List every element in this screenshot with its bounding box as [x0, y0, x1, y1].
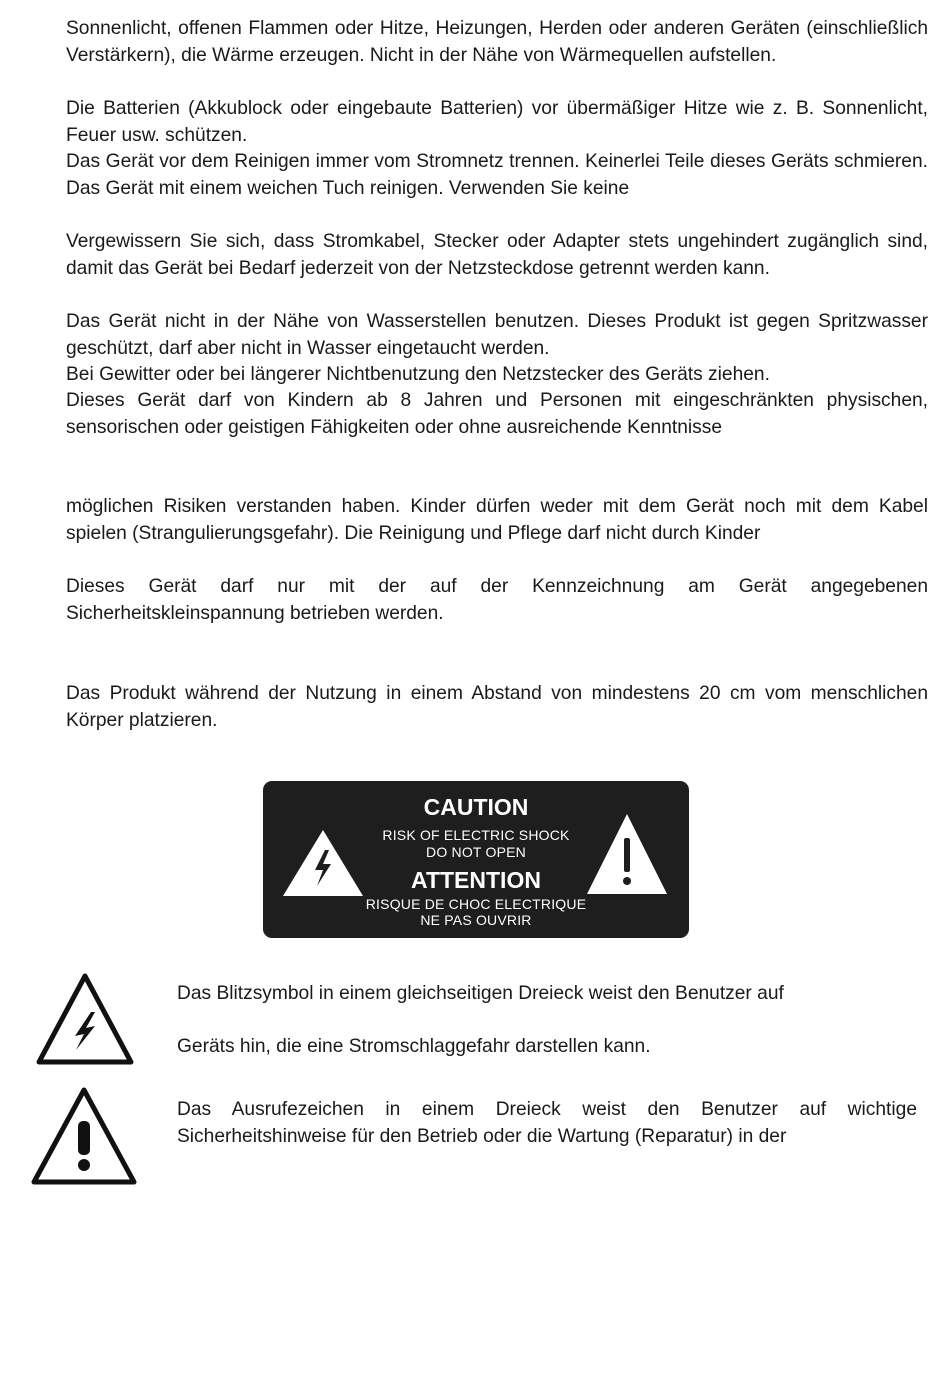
paragraph-children: Dieses Gerät darf von Kindern ab 8 Jahren und Personen mit eingeschränkten physischen, sensorischen oder geistigen Fähigkeiten oder ohne ausreichende Kenntnisse — [66, 390, 928, 438]
caution-line-2: DO NOT OPEN — [426, 844, 526, 860]
paragraph-water: Das Gerät nicht in der Nähe von Wasserstellen benutzen. Dieses Produkt ist gegen Spritzwasser geschützt, darf aber nicht in Wasser eingetaucht werden. — [66, 311, 928, 359]
attention-line-2: NE PAS OUVRIR — [420, 912, 532, 928]
attention-line-1: RISQUE DE CHOC ELECTRIQUE — [365, 896, 587, 912]
lightning-symbol-text-1: Das Blitzsymbol in einem gleichseitigen Dreieck weist den Benutzer auf — [177, 983, 784, 1004]
paragraph-thunderstorm: Bei Gewitter oder bei längerer Nichtbenutzung den Netzstecker des Geräts ziehen. — [66, 364, 770, 385]
paragraph-heat-sources: Sonnenlicht, offenen Flammen oder Hitze, Heizungen, Herden oder anderen Geräten (einschließlich Verstärkern), die Wärme erzeugen. Nicht in der Nähe von Wärmequellen aufstellen. — [66, 18, 928, 66]
lightning-symbol-text-2: Geräts hin, die eine Stromschlaggefahr darstellen kann. — [177, 1036, 651, 1057]
paragraph-batteries: Die Batterien (Akkublock oder eingebaute Batterien) vor übermäßiger Hitze wie z. B. Sonnenlicht, Feuer usw. schützen. — [66, 98, 928, 146]
caution-line-1: RISK OF ELECTRIC SHOCK — [382, 827, 570, 843]
paragraph-power-access: Vergewissern Sie sich, dass Stromkabel, Stecker oder Adapter stets ungehindert zugänglich sind, damit das Gerät bei Bedarf jederzeit von der Netzsteckdose getrennt werden kann. — [66, 231, 928, 279]
paragraph-cleaning: Das Gerät vor dem Reinigen immer vom Stromnetz trennen. Keinerlei Teile dieses Geräts schmieren. Das Gerät mit einem weichen Tuch reinigen. Verwenden Sie keine — [66, 151, 928, 199]
paragraph-voltage: Dieses Gerät darf nur mit der auf der Kennzeichnung am Gerät angegebenen Sicherheitskleinspannung betrieben werden. — [66, 576, 928, 624]
exclamation-symbol-text: Das Ausrufezeichen in einem Dreieck weist den Benutzer auf wichtige Sicherheitshinweise für den Betrieb oder die Wartung (Reparatur) in der — [177, 1099, 917, 1147]
caution-label — [263, 781, 689, 938]
caution-heading: CAUTION — [423, 794, 529, 820]
paragraph-risks: möglichen Risiken verstanden haben. Kinder dürfen weder mit dem Gerät noch mit dem Kabel spielen (Strangulierungsgefahr). Die Reinigung und Pflege darf nicht durch Kinder — [66, 496, 928, 544]
paragraph-distance: Das Produkt während der Nutzung in einem Abstand von mindestens 20 cm vom menschlichen Körper platzieren. — [66, 683, 928, 731]
attention-heading: ATTENTION — [411, 867, 541, 893]
lightning-triangle-icon — [35, 972, 135, 1066]
exclamation-triangle-icon — [30, 1085, 138, 1187]
